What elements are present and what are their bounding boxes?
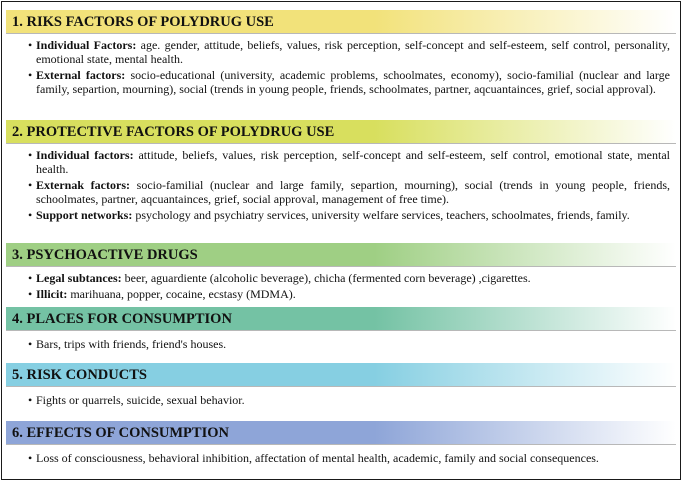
section-effects-consumption	[6, 421, 676, 467]
item-text: socio-educational (university, academic problems, schoolmates, economy), socio-familial (nuclear and large family, separtion, mourning), social (trends in young people, friends, schoolmates, partner, aqcuantainces, grief, social approval).	[36, 68, 670, 96]
list-item	[36, 68, 670, 96]
list-item	[36, 451, 670, 465]
item-label: Legal subtances:	[36, 271, 122, 285]
list-item	[36, 178, 670, 206]
list-item	[36, 38, 670, 66]
section-body	[6, 144, 676, 222]
item-label: Externak factors:	[36, 178, 130, 192]
section-header: 1. RIKS FACTORS OF POLYDRUG USE	[6, 10, 676, 34]
item-text: Loss of consciousness, behavioral inhibition, affectation of mental health, academic, family and social consequences.	[36, 451, 599, 465]
section-body	[6, 34, 676, 96]
section-body	[6, 387, 676, 407]
list-item	[36, 208, 670, 222]
section-body	[6, 267, 676, 301]
item-text: socio-familial (nuclear and large family, separtion, mourning), social (trends in young people, friends, schoolmates, partner, aqcuantainces, grief, social approval, management of free time).	[36, 178, 671, 206]
item-text: age. gender, attitude, beliefs, values, risk perception, self-concept and self-esteem, self control, personality, emotional state, mental health.	[36, 38, 670, 66]
section-header: 5. RISK CONDUCTS	[6, 363, 676, 387]
item-text: beer, aguardiente (alcoholic beverage), chicha (fermented corn beverage) ,cigarettes.	[121, 271, 531, 285]
list-item	[36, 393, 670, 407]
section-header: 4. PLACES FOR CONSUMPTION	[6, 307, 676, 331]
section-protective-factors	[6, 120, 676, 224]
section-body	[6, 331, 676, 351]
section-header: 2. PROTECTIVE FACTORS OF POLYDRUG USE	[6, 120, 676, 144]
section-header: 6. EFFECTS OF CONSUMPTION	[6, 421, 676, 445]
item-text: Fights or quarrels, suicide, sexual behavior.	[36, 393, 245, 407]
list-item	[36, 148, 670, 176]
section-body	[6, 445, 676, 465]
section-psychoactive-drugs	[6, 243, 676, 303]
list-item	[36, 271, 670, 285]
item-label: Individual factors:	[36, 148, 134, 162]
section-places-consumption	[6, 307, 676, 353]
list-item	[36, 287, 670, 301]
section-risk-factors	[6, 10, 676, 98]
item-label: Individual Factors:	[36, 38, 137, 52]
section-header: 3. PSYCHOACTIVE DRUGS	[6, 243, 676, 267]
item-text: marihuana, popper, cocaine, ecstasy (MDMA).	[67, 287, 296, 301]
diagram-frame	[1, 1, 681, 480]
item-label: Illicit:	[36, 287, 68, 301]
section-risk-conducts	[6, 363, 676, 409]
item-text: psychology and psychiatry services, university welfare services, teachers, schoolmates, friends, family.	[132, 208, 630, 222]
item-text: attitude, beliefs, values, risk perception, self-concept and self-esteem, self control, emotional state, mental health.	[36, 148, 670, 176]
item-text: Bars, trips with friends, friend's houses.	[36, 337, 227, 351]
item-label: Support networks:	[36, 208, 133, 222]
list-item	[36, 337, 670, 351]
item-label: External factors:	[36, 68, 126, 82]
